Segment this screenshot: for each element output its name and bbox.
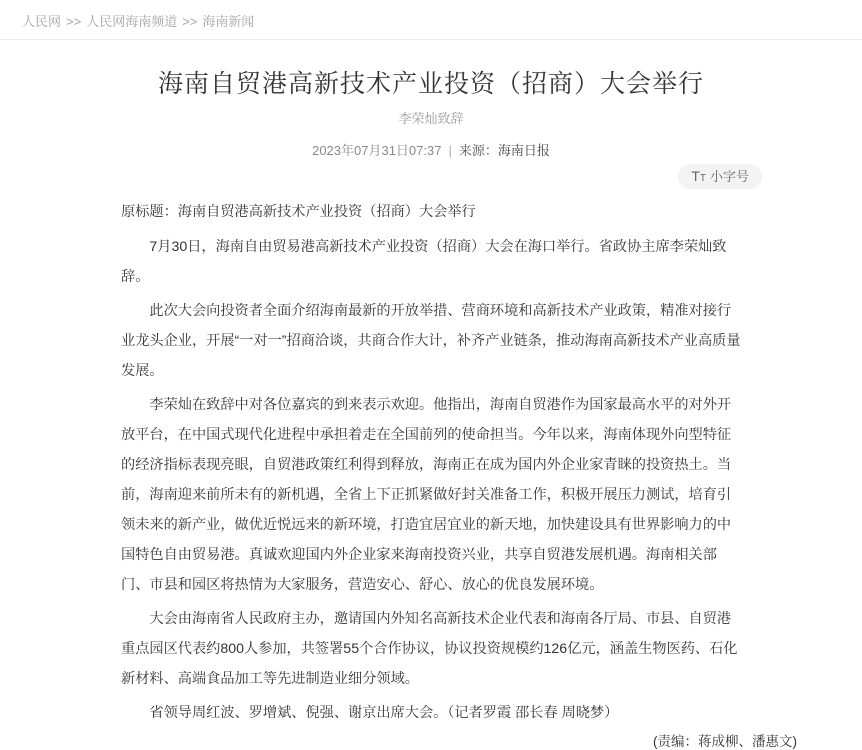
article-subtitle: 李荣灿致辞 xyxy=(398,111,464,126)
breadcrumb-link-peoples-daily[interactable]: 人民网 xyxy=(22,14,62,29)
article-paragraph: 李荣灿在致辞中对各位嘉宾的到来表示欢迎。他指出，海南自贸港作为国家最高水平的对外开放平台，在中国式现代化进程中承担着走在全国前列的使命担当。今年以来，海南体现外向型特征的经济指标表现亮眼，自贸港政策红利得到释放，海南正在成为国内外企业家青睐的投资热土。当前，海南迎来前所未有的新机遇，全省上下正抓紧做好封关准备工作，积极开展压力测试，培育引领未来的新产业，做优近悦远来的新环境，打造宜居宜业的新天地，加快建设具有世界影响力的中国特色自由贸易港。真诚欢迎国内外企业家来海南投资兴业，共享自贸港发展机遇。海南相关部门、市县和园区将热情为大家服务，营造安心、舒心、放心的优良发展环境。 xyxy=(121,397,732,593)
original-title-line xyxy=(121,197,741,227)
article-body xyxy=(121,197,741,728)
original-title-text: 海南自贸港高新技术产业投资（招商）大会举行 xyxy=(177,204,476,220)
article-paragraph: 7月30日，海南自由贸易港高新技术产业投资（招商）大会在海口举行。省政协主席李荣灿致辞。 xyxy=(121,239,727,285)
font-size-icon: T T xyxy=(691,168,706,184)
breadcrumb-separator: >> xyxy=(66,14,82,29)
breadcrumb xyxy=(0,0,862,40)
publish-date: 2023年07月31日07:37 xyxy=(312,143,442,158)
source-label: 来源： xyxy=(458,143,498,158)
breadcrumb-separator: >> xyxy=(182,14,198,29)
article-paragraph: 此次大会向投资者全面介绍海南最新的开放举措、营商环境和高新技术产业政策，精准对接行业龙头企业，开展“一对一”招商洽谈，共商合作大计，补齐产业链条，推动海南高新技术产业高质量发展。 xyxy=(121,303,741,379)
article-toolbar xyxy=(0,164,862,190)
original-title-label: 原标题： xyxy=(121,204,178,220)
article-meta xyxy=(0,142,862,159)
breadcrumb-link-hainan-news[interactable]: 海南新闻 xyxy=(202,14,255,29)
editors-note: (责编：蒋成柳、潘惠文) xyxy=(653,734,797,749)
source-wrap xyxy=(459,143,550,158)
font-size-button[interactable] xyxy=(678,164,762,189)
font-size-label: 小字号 xyxy=(709,169,749,184)
article-header xyxy=(0,66,862,190)
breadcrumb-link-hainan-channel[interactable]: 人民网海南频道 xyxy=(86,14,178,29)
article-title: 海南自贸港高新技术产业投资（招商）大会举行 xyxy=(157,70,704,98)
source-link[interactable]: 海南日报 xyxy=(497,143,550,158)
article-paragraph: 大会由海南省人民政府主办，邀请国内外知名高新技术企业代表和海南各厅局、市县、自贸港重点园区代表约800人参加，共签署55个合作协议，协议投资规模约126亿元，涵盖生物医药、石化新材料、高端食品加工等先进制造业细分领域。 xyxy=(121,611,738,687)
article-paragraph: 省领导周红波、罗增斌、倪强、谢京出席大会。（记者罗霞 邵长春 周晓梦） xyxy=(149,705,619,721)
meta-separator: | xyxy=(448,143,452,158)
